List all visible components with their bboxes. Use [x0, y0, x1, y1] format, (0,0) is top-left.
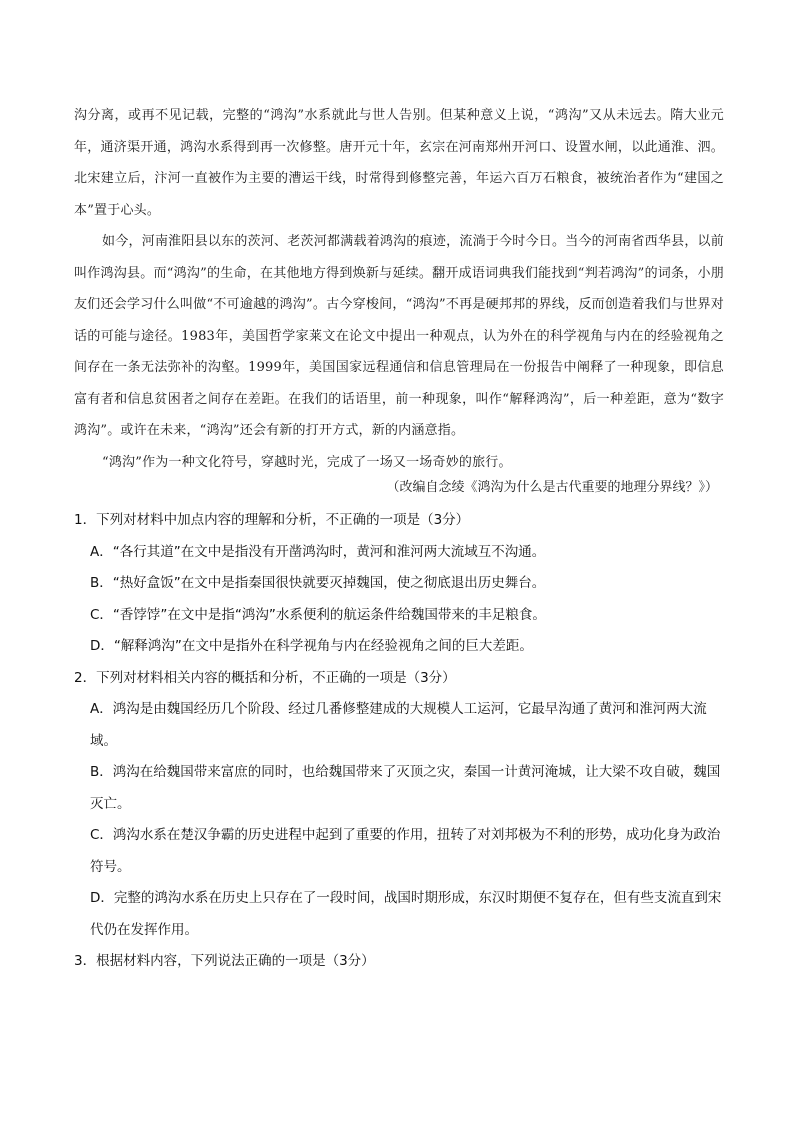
question-1-option-a: A．“各行其道”在文中是指没有开凿鸿沟时，黄河和淮河两大流域互不沟通。	[90, 543, 546, 560]
question-1-option-d: D．“解释鸿沟”在文中是指外在科学视角与内在经验视角之间的巨大差距。	[90, 638, 533, 654]
question-1-option-c: C．“香饽饽”在文中是指“鸿沟”水系便利的航运条件给魏国带来的丰足粮食。	[90, 606, 546, 623]
question-1-option-b: B．“热好盒饭”在文中是指秦国很快就要灭掉魏国，使之彻底退出历史舞台。	[90, 575, 546, 591]
question-2-option-d: D．完整的鸿沟水系在历史上只存在了一段时间，战国时期形成，东汉时期便不复存在，但有些支流直到宋代仍在发挥作用。	[90, 890, 722, 938]
question-3	[74, 946, 724, 978]
question-3-stem: 3．根据材料内容，下列说法正确的一项是（3分）	[74, 953, 375, 969]
source-citation: （改编自念绫《鸿沟为什么是古代重要的地理分界线？》）	[386, 480, 718, 495]
passage-paragraph-2: 如今，河南淮阳县以东的茨河、老茨河都满载着鸿沟的痕迹，流淌于今时今日。当今的河南省西华县，以前叫作鸿沟县。而“鸿沟”的生命，在其他地方得到焕新与延续。翻开成语词典我们能找到“判若鸿沟”的词条，小朋友们还会学习什么叫做“不可逾越的鸿沟”。古今穿梭间，“鸿沟”不再是硬邦邦的界线，反而创造着我们与世界对话的可能与途径。1983年，美国哲学家莱文在论文中提出一种观点，认为外在的科学视角与内在的经验视角之间存在一条无法弥补的沟壑。1999年，美国国家远程通信和信息管理局在一份报告中阐释了一种现象，即信息富有者和信息贫困者之间存在差距。在我们的话语里，前一种现象，叫作“解释鸿沟”，后一种差距，意为“数字鸿沟”。或许在未来，“鸿沟”还会有新的打开方式，新的内涵意指。	[74, 234, 724, 438]
question-2-option-c: C．鸿沟水系在楚汉争霸的历史进程中起到了重要的作用，扭转了对刘邦极为不利的形势，成功化身为政治符号。	[90, 827, 721, 875]
question-1	[74, 505, 724, 663]
question-1-stem: 1．下列对材料中加点内容的理解和分析，不正确的一项是（3分）	[74, 512, 470, 528]
question-2-option-b: B．鸿沟在给魏国带来富庶的同时，也给魏国带来了灭顶之灾，秦国一计黄河淹城，让大梁不攻自破，魏国灭亡。	[90, 764, 721, 812]
reading-passage	[74, 100, 724, 478]
question-2-stem: 2．下列对材料相关内容的概括和分析，不正确的一项是（3分）	[74, 669, 456, 686]
question-2-option-a: A．鸿沟是由魏国经历几个阶段、经过几番修整建成的大规模人工运河，它最早沟通了黄河和淮河两大流域。	[90, 701, 707, 749]
question-2	[74, 663, 724, 947]
question-list	[74, 505, 724, 978]
passage-paragraph-1: 沟分离，或再不见记载，完整的“鸿沟”水系就此与世人告别。但某种意义上说，“鸿沟”又从未远去。隋大业元年，通济渠开通，鸿沟水系得到再一次修整。唐开元十年，玄宗在河南郑州开河口、设置水闸，以此通淮、泗。北宋建立后，汴河一直被作为主要的漕运干线，时常得到修整完善，年运六百万石粮食，被统治者作为“建国之本”置于心头。	[74, 108, 724, 218]
passage-paragraph-3: “鸿沟”作为一种文化符号，穿越时光，完成了一场又一场奇妙的旅行。	[102, 454, 512, 470]
